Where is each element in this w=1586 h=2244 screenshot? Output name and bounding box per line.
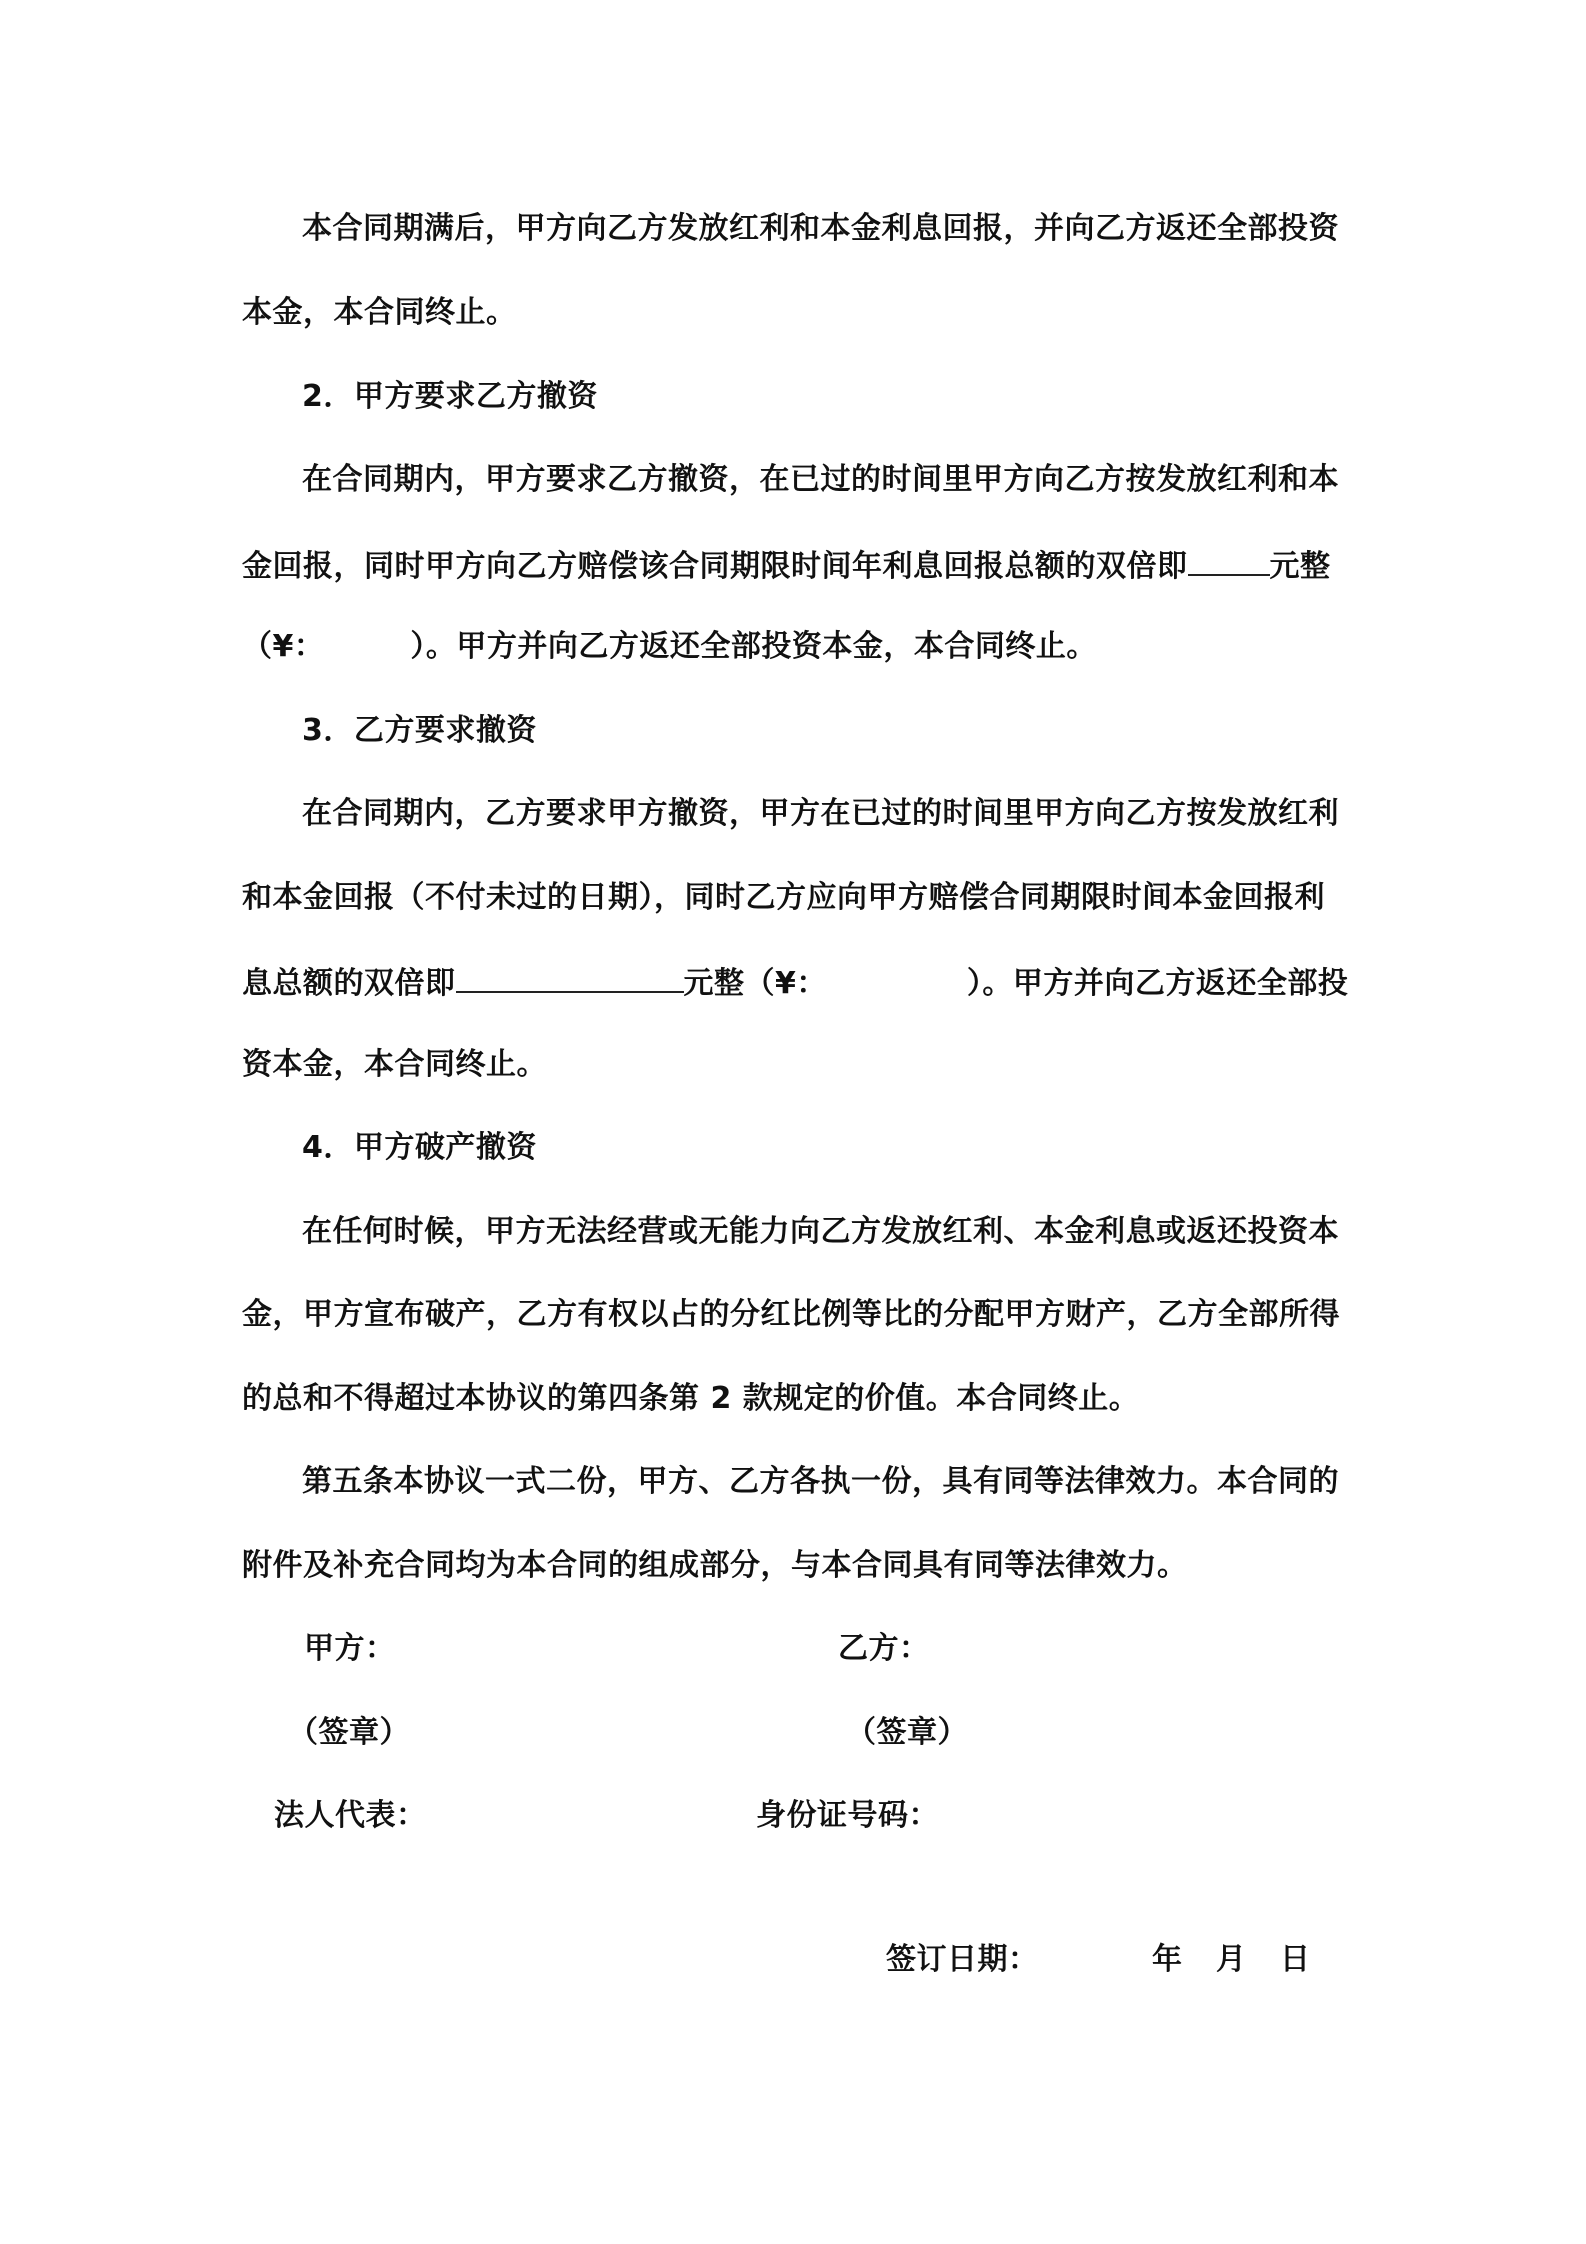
party-b-label: 乙方： (838, 1631, 930, 1666)
paragraph-line: 资本金，本合同终止。 (242, 1047, 547, 1082)
paragraph-line: 本合同期满后，甲方向乙方发放红利和本金利息回报，并向乙方返还全部投资 (302, 211, 1339, 246)
date-year: 年 (1152, 1942, 1183, 1977)
text-segment: 息总额的双倍即 (242, 966, 456, 1001)
section-heading: 4．甲方破产撤资 (302, 1130, 537, 1165)
party-b-seal-label: （签章） (846, 1715, 968, 1750)
paragraph-line: 在任何时候，甲方无法经营或无能力向乙方发放红利、本金利息或返还投资本 (302, 1214, 1339, 1249)
paragraph-line: 附件及补充合同均为本合同的组成部分，与本合同具有同等法律效力。 (242, 1548, 1188, 1583)
paragraph-line: 第五条本协议一式二份，甲方、乙方各执一份，具有同等法律效力。本合同的 (302, 1464, 1339, 1499)
date-day: 日 (1280, 1942, 1311, 1977)
date-month: 月 (1216, 1942, 1247, 1977)
text-segment: （¥： (242, 629, 325, 664)
party-a-seal-label: （签章） (288, 1715, 410, 1750)
fill-blank (456, 961, 684, 993)
text-segment: 元整 (1269, 549, 1331, 584)
text-segment: 元整（¥： (683, 966, 827, 1001)
paragraph-line: 在合同期内，乙方要求甲方撤资，甲方在已过的时间里甲方向乙方按发放红利 (302, 796, 1339, 831)
fill-blank (1188, 544, 1270, 576)
signing-date-label: 签订日期： (886, 1942, 1039, 1977)
paragraph-line: 本金，本合同终止。 (242, 295, 517, 330)
paragraph-line: 的总和不得超过本协议的第四条第 2 款规定的价值。本合同终止。 (242, 1381, 1140, 1416)
legal-representative-label: 法人代表： (274, 1798, 427, 1833)
text-segment: ）。甲方并向乙方返还全部投资本金，本合同终止。 (410, 629, 1097, 664)
id-number-label: 身份证号码： (756, 1798, 939, 1833)
text-segment: ）。甲方并向乙方返还全部投 (966, 966, 1349, 1001)
text-segment: 金回报，同时甲方向乙方赔偿该合同期限时间年利息回报总额的双倍即 (242, 549, 1188, 584)
section-heading: 3．乙方要求撤资 (302, 713, 537, 748)
paragraph-line: 在合同期内，甲方要求乙方撤资，在已过的时间里甲方向乙方按发放红利和本 (302, 462, 1339, 497)
paragraph-line: 金，甲方宣布破产，乙方有权以占的分红比例等比的分配甲方财产，乙方全部所得 (242, 1297, 1340, 1332)
paragraph-line (242, 961, 1348, 1004)
paragraph-line (242, 627, 1097, 667)
party-a-label: 甲方： (304, 1631, 396, 1666)
paragraph-line (242, 544, 1331, 587)
section-heading: 2．甲方要求乙方撤资 (302, 379, 598, 414)
paragraph-line: 和本金回报（不付未过的日期），同时乙方应向甲方赔偿合同期限时间本金回报利 (242, 880, 1325, 915)
